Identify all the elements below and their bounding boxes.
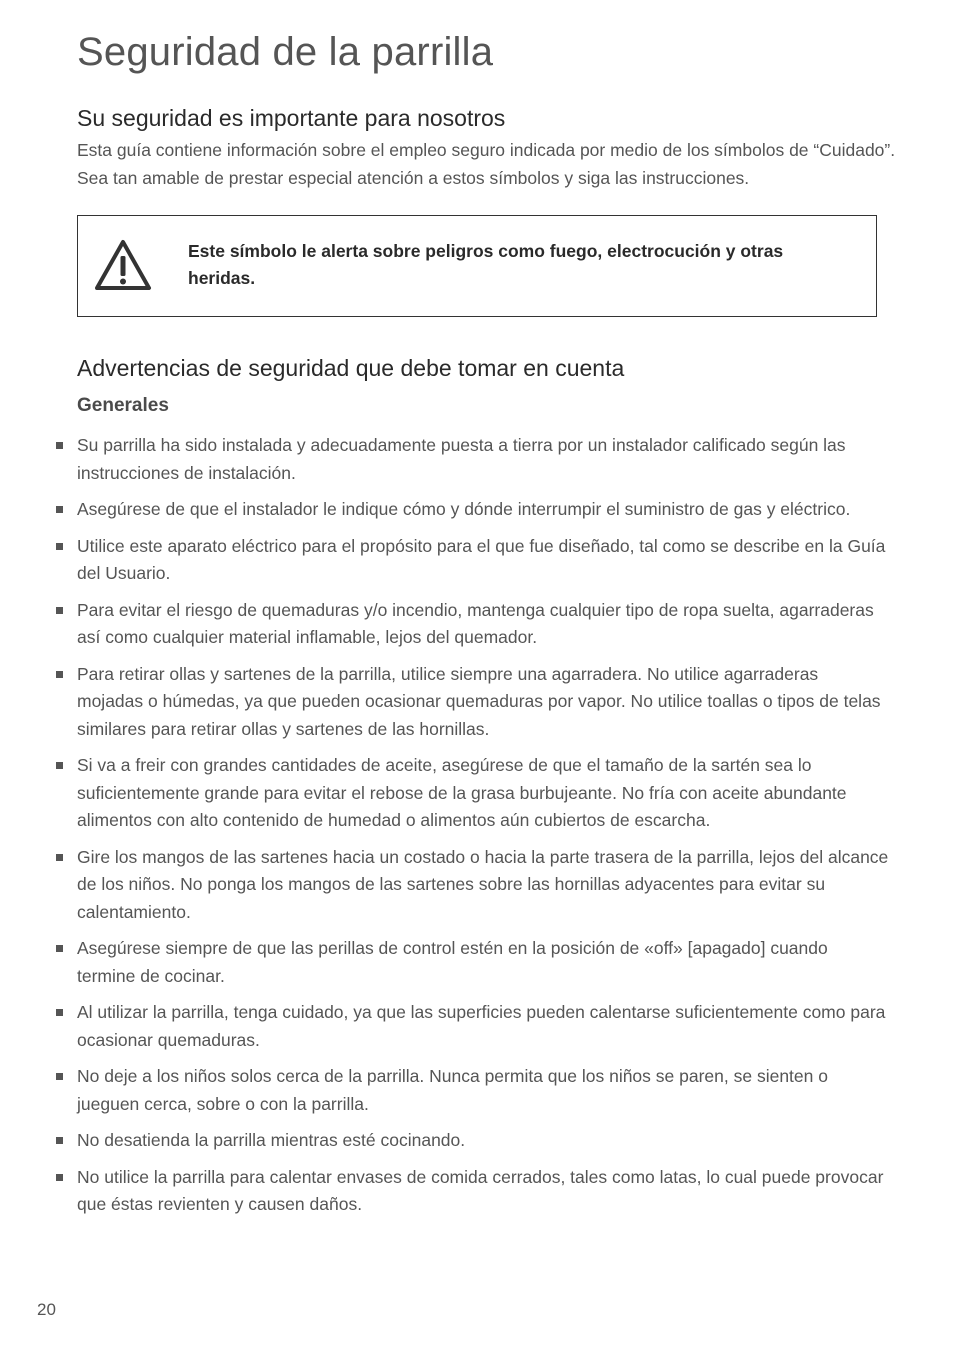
list-item-text: No utilice la parrilla para calentar envases de comida cerrados, tales como latas, lo cual puede provocar que éstas revienten y causen daños. bbox=[77, 1166, 884, 1214]
intro-text: Esta guía contiene información sobre el empleo seguro indicada por medio de los símbolos de “Cuidado”. Sea tan amable de prestar especial atención a estos símbolos y siga las instrucciones. bbox=[77, 140, 896, 188]
list-item-text: Para retirar ollas y sartenes de la parrilla, utilice siempre una agarradera. No utilice agarraderas mojadas o húmedas, ya que pueden ocasionar quemaduras por vapor. No utilice toallas o tipos de telas similares para retirar ollas y sartenes de las hornillas. bbox=[77, 663, 881, 739]
list-item bbox=[0, 597, 889, 652]
bullet-square-icon bbox=[56, 607, 63, 614]
bullet-square-icon bbox=[56, 854, 63, 861]
list-item bbox=[0, 661, 889, 744]
bullet-square-icon bbox=[56, 506, 63, 513]
alert-box bbox=[77, 215, 877, 317]
list-item-text: Si va a freir con grandes cantidades de aceite, asegúrese de que el tamaño de la sartén sea lo suficientemente grande para evitar el rebose de la grasa burbujeante. No fría con aceite abundante alimentos con alto contenido de humedad o alimentos aún cubiertos de escarcha. bbox=[77, 755, 847, 830]
list-item-text: Asegúrese siempre de que las perillas de control estén en la posición de «off» [apagado] cuando termine de cocinar. bbox=[77, 938, 828, 986]
list-item bbox=[0, 496, 889, 524]
bullet-square-icon bbox=[56, 671, 63, 678]
list-item bbox=[0, 999, 889, 1054]
bullet-square-icon bbox=[56, 543, 63, 550]
page-number: 20 bbox=[37, 1300, 56, 1319]
bullet-square-icon bbox=[56, 1073, 63, 1080]
list-item bbox=[0, 844, 889, 927]
warnings-heading: Advertencias de seguridad que debe tomar en cuenta bbox=[77, 355, 625, 381]
bullet-square-icon bbox=[56, 762, 63, 769]
list-item-text: Utilice este aparato eléctrico para el propósito para el que fue diseñado, tal como se describe en la Guía del Usuario. bbox=[77, 535, 886, 583]
list-item bbox=[0, 935, 889, 990]
alert-text: Este símbolo le alerta sobre peligros como fuego, electrocución y otras heridas. bbox=[188, 241, 784, 288]
bullet-square-icon bbox=[56, 1137, 63, 1144]
list-item bbox=[0, 1063, 889, 1118]
list-item-text: Gire los mangos de las sartenes hacia un costado o hacia la parte trasera de la parrilla, lejos del alcance de los niños. No ponga los mangos de las sartenes sobre las hornillas adyacentes para evitar su calentamiento. bbox=[77, 846, 889, 922]
list-item-text: Para evitar el riesgo de quemaduras y/o incendio, mantenga cualquier tipo de ropa suelta, agarraderas así como cualquier material inflamable, lejos del quemador. bbox=[77, 599, 874, 647]
list-item bbox=[0, 533, 889, 588]
list-item bbox=[0, 432, 889, 487]
warning-triangle-icon bbox=[93, 238, 153, 293]
warnings-subheading: Generales bbox=[77, 395, 169, 416]
warnings-list bbox=[0, 432, 954, 1228]
list-item-text: No deje a los niños solos cerca de la parrilla. Nunca permita que los niños se paren, se sienten o jueguen cerca, sobre o con la parrilla. bbox=[77, 1066, 828, 1114]
intro-heading: Su seguridad es importante para nosotros bbox=[77, 105, 506, 131]
list-item bbox=[0, 1127, 889, 1155]
bullet-square-icon bbox=[56, 1174, 63, 1181]
page-title: Seguridad de la parrilla bbox=[77, 30, 494, 74]
list-item-text: No desatienda la parrilla mientras esté cocinando. bbox=[77, 1130, 466, 1150]
bullet-square-icon bbox=[56, 1009, 63, 1016]
list-item bbox=[0, 1164, 889, 1219]
bullet-square-icon bbox=[56, 442, 63, 449]
list-item-text: Su parrilla ha sido instalada y adecuadamente puesta a tierra por un instalador calificado según las instrucciones de instalación. bbox=[77, 435, 846, 483]
bullet-square-icon bbox=[56, 945, 63, 952]
list-item-text: Al utilizar la parrilla, tenga cuidado, ya que las superficies pueden calentarse suficientemente como para ocasionar quemaduras. bbox=[77, 1002, 886, 1050]
list-item bbox=[0, 752, 889, 835]
list-item-text: Asegúrese de que el instalador le indique cómo y dónde interrumpir el suministro de gas y eléctrico. bbox=[77, 499, 851, 519]
